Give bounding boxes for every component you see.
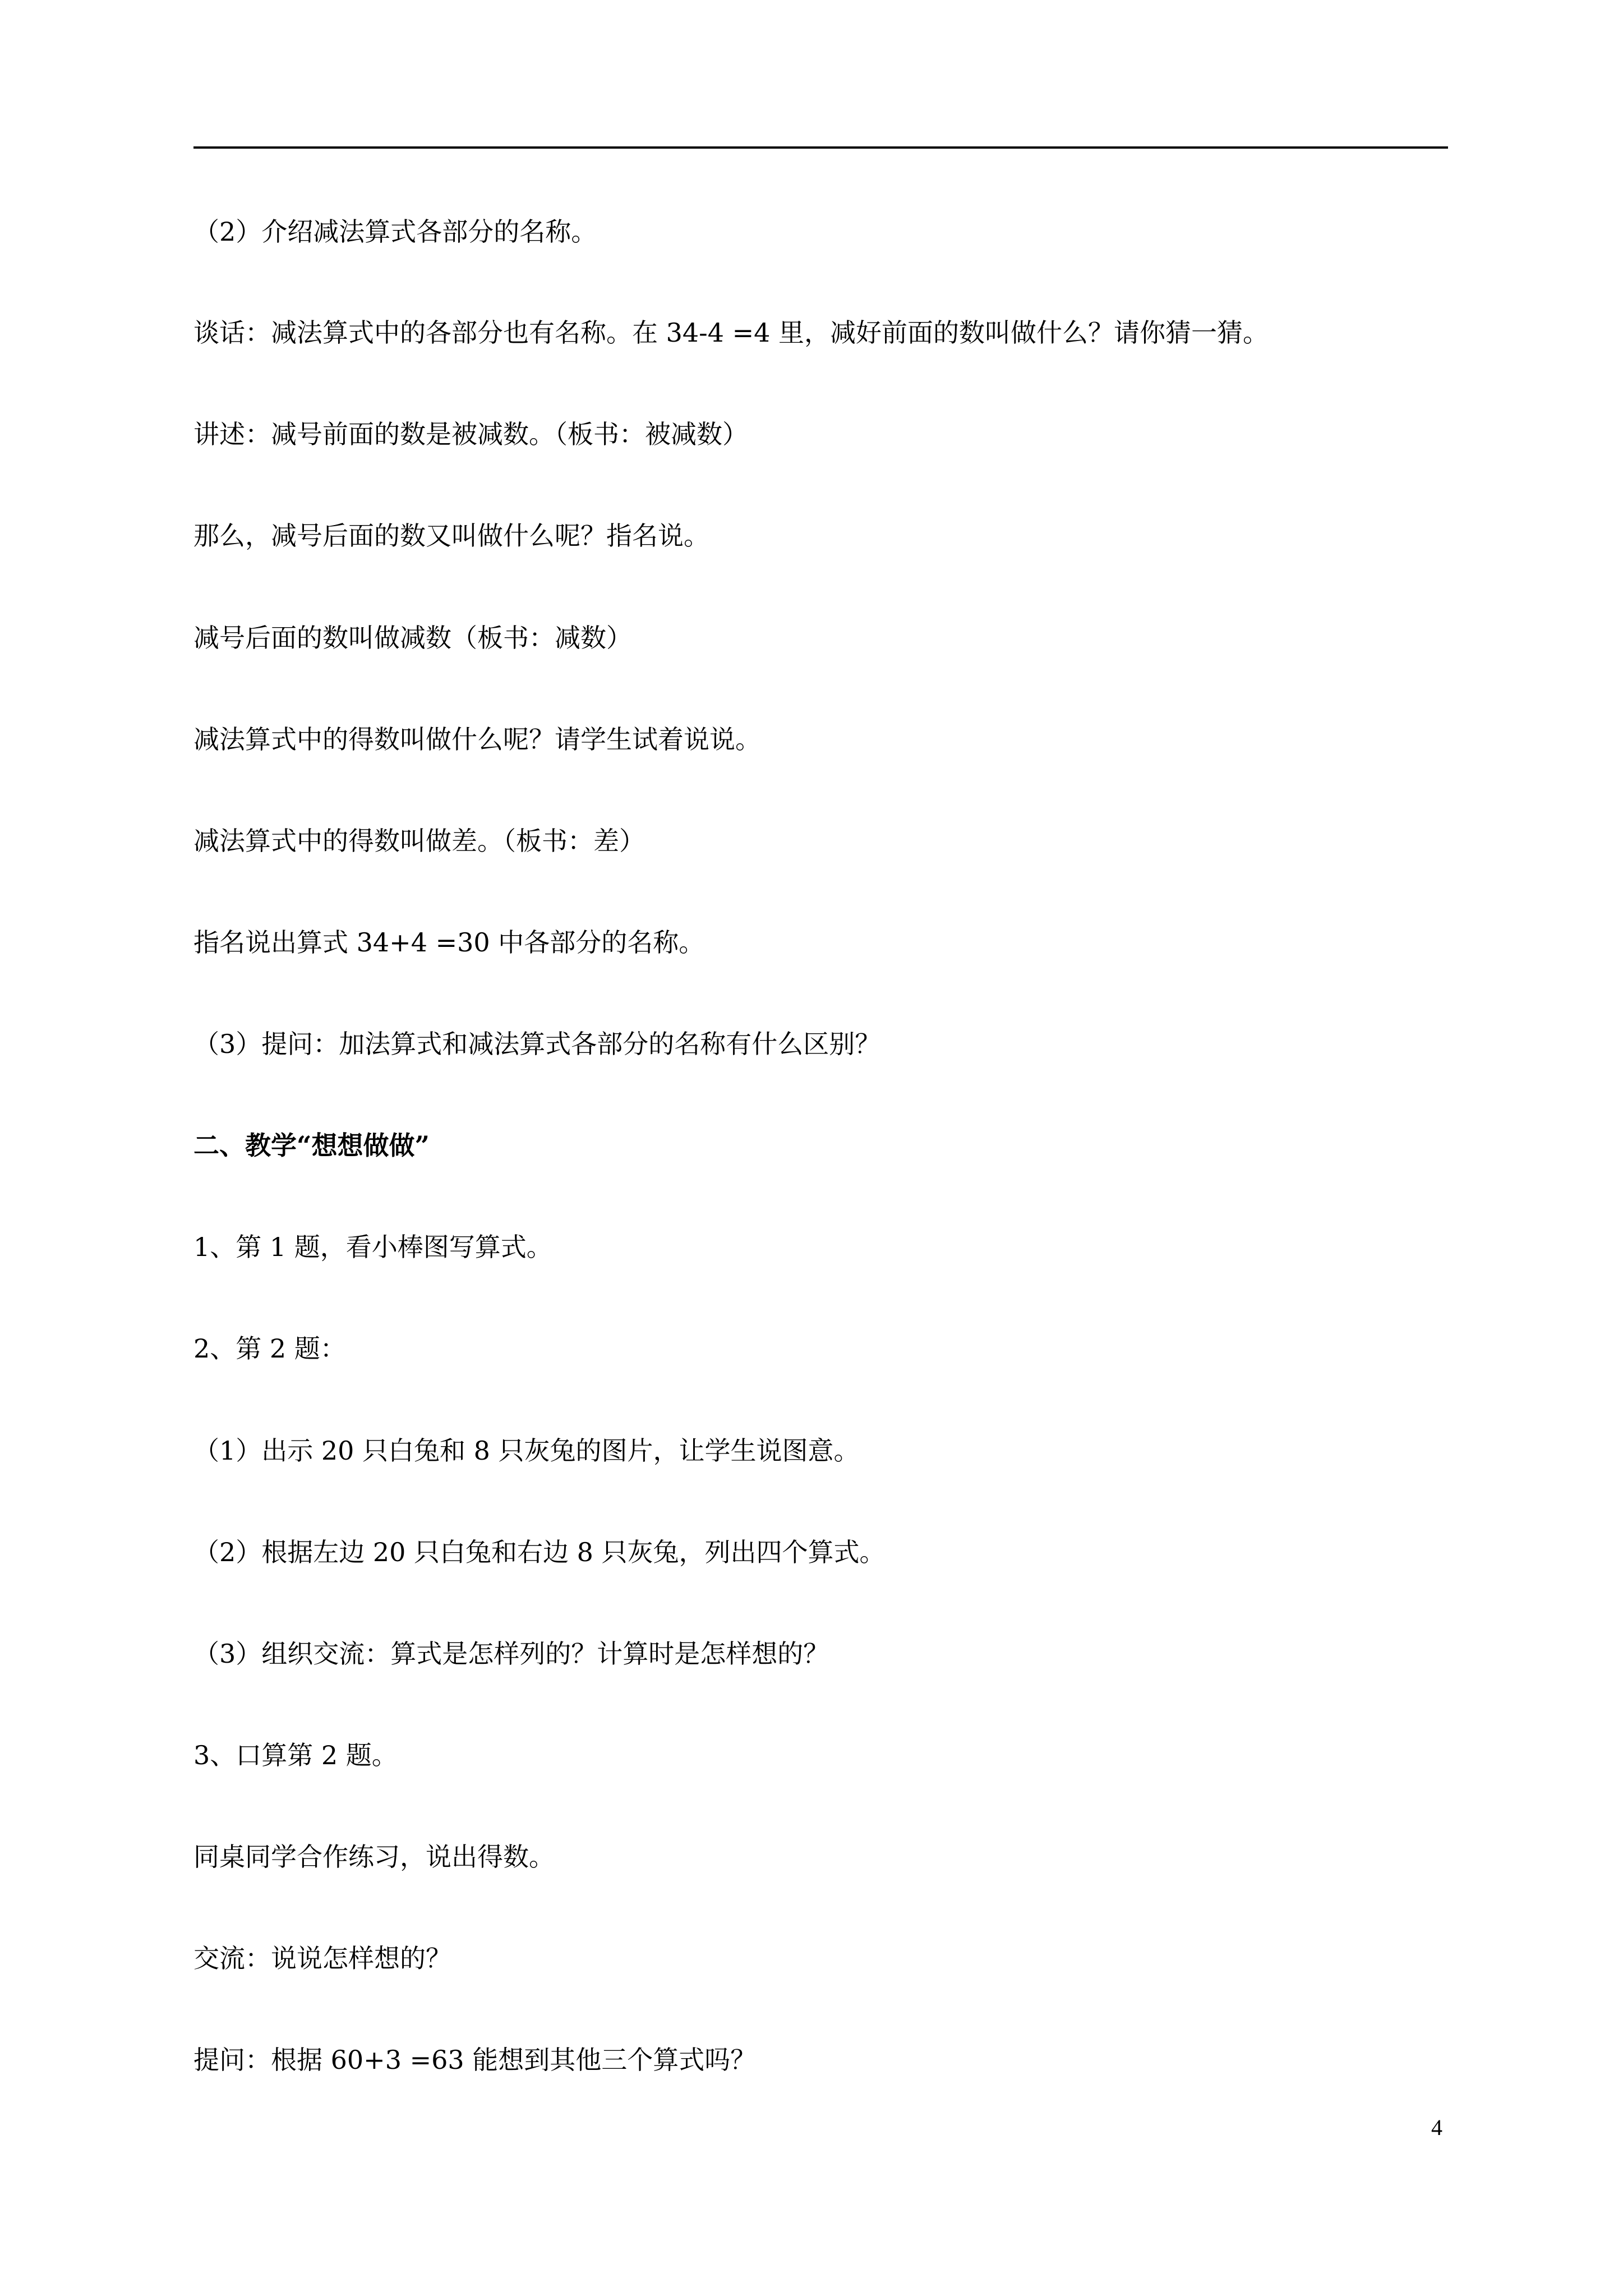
paragraph-line: 提问：根据 60+3 =63 能想到其他三个算式吗？ (193, 2045, 757, 2075)
paragraph-line: 同桌同学合作练习，说出得数。 (193, 1842, 555, 1872)
paragraph-line: 1、第 1 题，看小棒图写算式。 (193, 1232, 552, 1262)
paragraph-line: 减号后面的数叫做减数（板书：减数） (193, 623, 632, 653)
paragraph-line: 讲述：减号前面的数是被减数。（板书：被减数） (193, 419, 748, 449)
paragraph-line: （3）提问：加法算式和减法算式各部分的名称有什么区别？ (193, 1029, 881, 1059)
paragraph-line: 谈话：减法算式中的各部分也有名称。在 34-4 =4 里，减好前面的数叫做什么？请你猜一猜。 (193, 318, 1269, 348)
page-number: 4 (1431, 2115, 1442, 2140)
section-heading: 二、教学“想想做做” (193, 1130, 430, 1161)
paragraph-line: （2）介绍减法算式各部分的名称。 (193, 217, 597, 247)
paragraph-line: 3、口算第 2 题。 (193, 1740, 398, 1770)
paragraph-line: 减法算式中的得数叫做差。（板书：差） (193, 826, 645, 856)
paragraph-line: （3）组织交流：算式是怎样列的？计算时是怎样想的？ (193, 1639, 829, 1669)
paragraph-line: 减法算式中的得数叫做什么呢？请学生试着说说。 (193, 724, 761, 754)
paragraph-line: （1）出示 20 只白兔和 8 只灰兔的图片，让学生说图意。 (193, 1435, 860, 1466)
paragraph-line: 指名说出算式 34+4 =30 中各部分的名称。 (193, 927, 705, 958)
paragraph-line: （2）根据左边 20 只白兔和右边 8 只灰兔，列出四个算式。 (193, 1537, 886, 1567)
paragraph-line: 2、第 2 题： (193, 1333, 346, 1364)
header-rule (193, 146, 1448, 149)
paragraph-line: 那么，减号后面的数又叫做什么呢？指名说。 (193, 521, 709, 551)
paragraph-line: 交流：说说怎样想的？ (193, 1943, 451, 1973)
